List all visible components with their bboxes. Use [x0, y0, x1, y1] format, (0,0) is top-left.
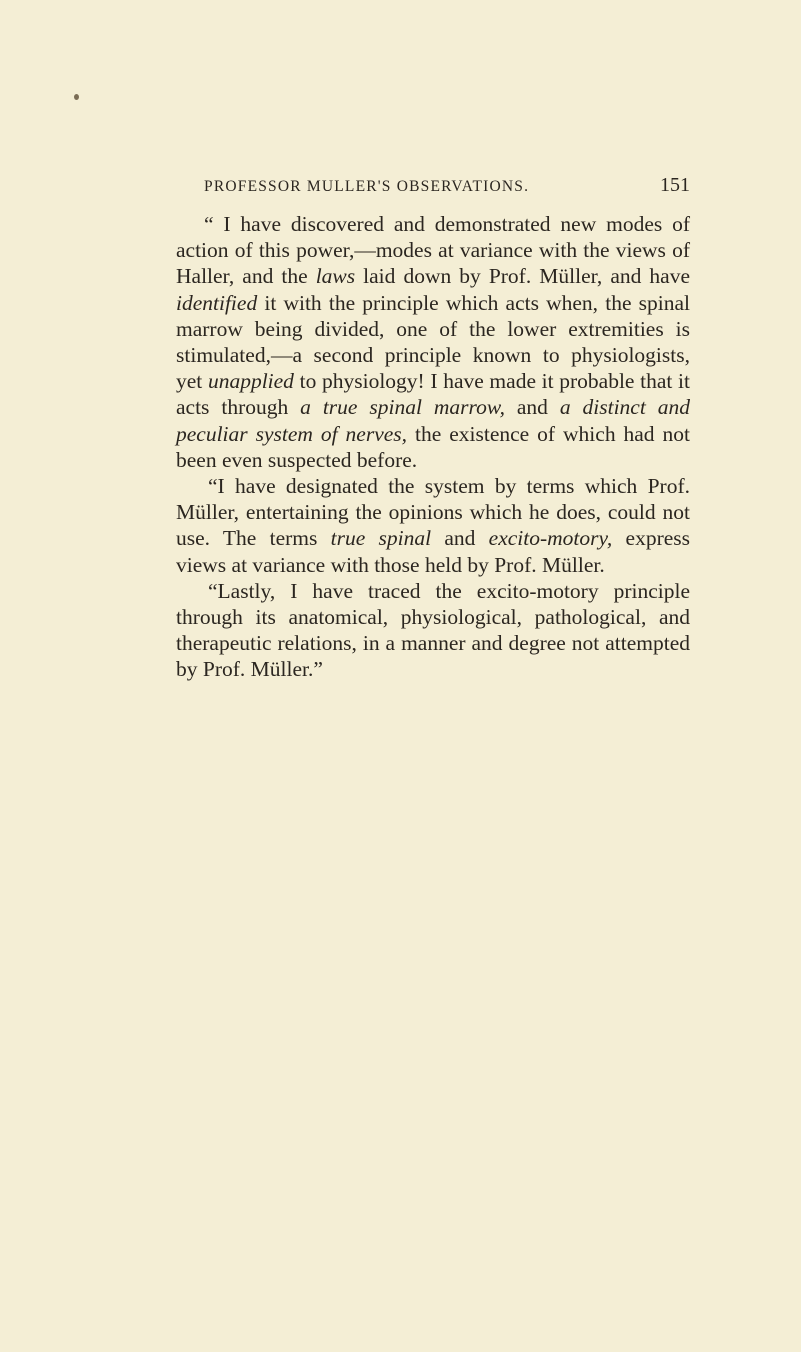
text-run: the existence of which had not been even suspected before.	[176, 421, 690, 472]
paragraph	[176, 473, 690, 578]
text-run: and	[431, 526, 489, 551]
italic-run: a distinct and peculiar system of nerves,	[176, 395, 690, 446]
text-run: laid down by Prof. Müller, and have	[355, 264, 691, 289]
body-text	[176, 211, 690, 683]
italic-run: laws	[315, 264, 356, 289]
page-number: 151	[660, 174, 690, 196]
italic-run: true spinal	[330, 526, 432, 551]
text-run: to physiology! I have made it probable that it acts through	[176, 369, 690, 420]
text-run: “ I have discovered and demonstrated new modes of action of this power,—modes at variance with the views of Haller, and the	[176, 212, 690, 289]
italic-run: unapplied	[207, 369, 294, 394]
running-title: PROFESSOR MULLER'S OBSERVATIONS.	[204, 178, 530, 195]
paragraph	[176, 211, 690, 473]
text-run: it with the principle which acts when, the spinal marrow being divided, one of the lower extremities is stimulated,—a second principle known to physiologists, yet	[176, 290, 690, 394]
text-run: express views at variance with those held by Prof. Müller.	[176, 526, 691, 577]
italic-run: a true spinal marrow,	[300, 395, 505, 420]
italic-run: excito-motory,	[488, 526, 613, 551]
running-head	[176, 174, 690, 198]
ink-speck	[74, 94, 79, 100]
paragraph	[176, 578, 690, 683]
text-run: “Lastly, I have traced the excito-motory principle through its anatomical, physiological, pathological, and therapeutic relations, in a manner and degree not attempted by Prof. Müller.”	[176, 578, 690, 682]
text-run: and	[504, 395, 560, 420]
text-run: “I have designated the system by terms which Prof. Müller, entertaining the opinions which he does, could not use. The terms	[176, 474, 690, 551]
italic-run: identified	[176, 290, 258, 315]
